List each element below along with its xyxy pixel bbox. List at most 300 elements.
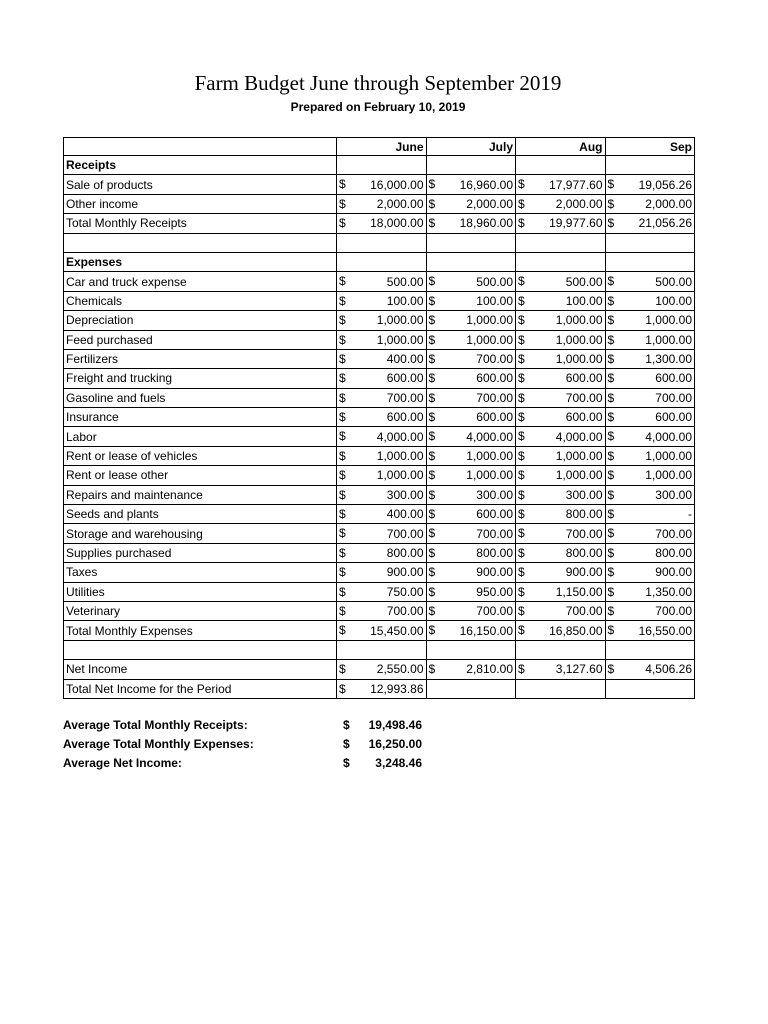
amount-value: 900.00	[655, 565, 692, 580]
amount-value: 600.00	[565, 371, 603, 386]
cell-aug	[516, 175, 606, 194]
table-row	[64, 214, 695, 233]
cell-july	[426, 388, 516, 407]
row-label: Depreciation	[64, 311, 337, 330]
cell-june	[337, 543, 427, 562]
amount-value: 700.00	[476, 526, 513, 541]
cell-june	[337, 388, 427, 407]
cell-sep	[605, 524, 695, 543]
currency-symbol: $	[518, 274, 525, 289]
amount-value: 700.00	[565, 390, 603, 405]
amount-value: 18,000.00	[370, 216, 424, 231]
currency-symbol: $	[518, 584, 525, 599]
table-row	[64, 330, 695, 349]
amount-value: 400.00	[386, 352, 424, 367]
cell-july	[426, 543, 516, 562]
column-header-july: July	[426, 138, 516, 156]
currency-symbol: $	[607, 332, 615, 347]
amount-value: 1,000.00	[466, 313, 513, 328]
currency-symbol: $	[339, 177, 346, 192]
currency-symbol: $	[339, 681, 346, 696]
currency-symbol: $	[428, 216, 436, 231]
amount-value: 1,000.00	[466, 449, 513, 464]
currency-symbol: $	[607, 429, 615, 444]
cell-sep	[605, 272, 695, 291]
cell-june	[337, 272, 427, 291]
currency-symbol: $	[428, 487, 436, 502]
cell-june	[337, 330, 427, 349]
currency-symbol: $	[518, 313, 525, 328]
table-row	[64, 194, 695, 213]
amount-value: 19,977.60	[549, 216, 603, 231]
amount-value: 700.00	[565, 604, 603, 619]
cell-july	[426, 369, 516, 388]
cell-june	[337, 349, 427, 368]
currency-symbol: $	[428, 565, 436, 580]
amount-value: 4,000.00	[555, 429, 603, 444]
expenses-heading-row	[64, 252, 695, 271]
currency-symbol: $	[607, 177, 615, 192]
cell-july	[426, 601, 516, 620]
empty-cell	[426, 640, 516, 659]
row-label: Supplies purchased	[64, 543, 337, 562]
amount-value: 500.00	[476, 274, 513, 289]
cell-aug	[516, 466, 606, 485]
row-label: Total Monthly Expenses	[64, 621, 337, 640]
amount-value: 1,000.00	[376, 313, 424, 328]
currency-symbol: $	[339, 390, 346, 405]
currency-symbol: $	[607, 313, 615, 328]
currency-symbol: $	[518, 293, 525, 308]
section-heading: Expenses	[64, 252, 337, 271]
empty-cell	[337, 156, 427, 175]
amount-value: 700.00	[655, 604, 692, 619]
currency-symbol: $	[518, 448, 525, 463]
currency-symbol: $	[607, 468, 615, 483]
cell-sep	[605, 563, 695, 582]
amount-value: 17,977.60	[549, 177, 603, 192]
cell-aug	[516, 524, 606, 543]
cell-sep	[605, 505, 695, 524]
cell-june	[337, 582, 427, 601]
cell-june	[337, 291, 427, 310]
currency-symbol: $	[343, 756, 350, 770]
table-row	[64, 311, 695, 330]
currency-symbol: $	[339, 526, 346, 541]
cell-sep	[605, 291, 695, 310]
currency-symbol: $	[518, 565, 525, 580]
row-label: Utilities	[64, 582, 337, 601]
currency-symbol: $	[518, 526, 525, 541]
cell-june	[337, 369, 427, 388]
amount-value: 800.00	[386, 546, 424, 560]
cell-aug	[516, 543, 606, 562]
cell-june	[337, 427, 427, 446]
row-label: Feed purchased	[64, 330, 337, 349]
currency-symbol: $	[428, 332, 436, 347]
average-label: Average Total Monthly Expenses:	[63, 737, 254, 751]
table-row	[64, 427, 695, 446]
table-row	[64, 446, 695, 465]
amount-value: 1,300.00	[645, 352, 692, 367]
amount-value: 1,000.00	[645, 468, 692, 483]
column-header-aug: Aug	[516, 138, 606, 156]
cell-aug	[516, 330, 606, 349]
amount-value: 600.00	[655, 371, 692, 386]
cell-june	[337, 660, 427, 679]
empty-cell	[426, 679, 516, 698]
amount-value: 2,810.00	[466, 662, 513, 677]
amount-value: 600.00	[476, 507, 513, 522]
empty-cell	[605, 156, 695, 175]
currency-symbol: $	[518, 390, 525, 405]
amount-value: 18,960.00	[459, 216, 513, 231]
currency-symbol: $	[339, 603, 346, 618]
cell-aug	[516, 214, 606, 233]
budget-table	[63, 137, 695, 699]
amount-value: 800.00	[565, 546, 603, 560]
amount-value: 100.00	[386, 293, 424, 308]
amount-value: 300.00	[386, 487, 424, 502]
empty-cell	[64, 640, 337, 659]
row-label: Gasoline and fuels	[64, 388, 337, 407]
cell-aug	[516, 194, 606, 213]
header-blank	[64, 138, 337, 156]
amount-value: 2,000.00	[645, 196, 692, 211]
amount-value: 1,000.00	[376, 449, 424, 464]
empty-cell	[516, 233, 606, 252]
currency-symbol: $	[518, 216, 525, 231]
currency-symbol: $	[428, 603, 436, 618]
cell-june	[337, 485, 427, 504]
amount-value: 1,000.00	[466, 332, 513, 347]
amount-value: 600.00	[476, 371, 513, 386]
row-label: Car and truck expense	[64, 272, 337, 291]
amount-value: 21,056.26	[638, 216, 692, 231]
row-label: Rent or lease of vehicles	[64, 446, 337, 465]
currency-symbol: $	[428, 448, 436, 463]
currency-symbol: $	[428, 410, 436, 425]
amount-value: 100.00	[655, 293, 692, 308]
cell-july	[426, 427, 516, 446]
amount-value: 500.00	[655, 274, 692, 289]
cell-aug	[516, 563, 606, 582]
cell-aug	[516, 388, 606, 407]
cell-june	[337, 446, 427, 465]
currency-symbol: $	[518, 468, 525, 483]
currency-symbol: $	[339, 448, 346, 463]
currency-symbol: $	[339, 545, 346, 560]
cell-july	[426, 311, 516, 330]
currency-symbol: $	[343, 718, 350, 732]
amount-value: 500.00	[386, 274, 424, 289]
currency-symbol: $	[518, 603, 525, 618]
total-net-income-value	[337, 679, 427, 698]
currency-symbol: $	[518, 177, 525, 192]
amount-value: 800.00	[655, 546, 692, 560]
currency-symbol: $	[339, 507, 346, 522]
column-header-june: June	[337, 138, 427, 156]
row-label: Insurance	[64, 408, 337, 427]
amount-value: 500.00	[565, 274, 603, 289]
amount-value: 1,000.00	[555, 449, 603, 464]
currency-symbol: $	[428, 390, 436, 405]
amount-value: 600.00	[565, 410, 603, 425]
currency-symbol: $	[339, 565, 346, 580]
currency-symbol: $	[607, 662, 615, 677]
currency-symbol: $	[428, 274, 436, 289]
currency-symbol: $	[607, 623, 615, 638]
currency-symbol: $	[339, 351, 346, 366]
currency-symbol: $	[339, 313, 346, 328]
receipts-heading-row	[64, 156, 695, 175]
cell-aug	[516, 582, 606, 601]
amount-value: 300.00	[565, 487, 603, 502]
currency-symbol: $	[518, 545, 525, 560]
amount-value: 1,000.00	[376, 468, 424, 483]
amount-value: 700.00	[655, 390, 692, 405]
amount-value: 900.00	[386, 565, 424, 580]
cell-july	[426, 524, 516, 543]
amount-value: -	[688, 507, 692, 522]
currency-symbol: $	[428, 371, 436, 386]
amount-value: 800.00	[565, 507, 603, 522]
cell-sep	[605, 175, 695, 194]
amount-value: 2,000.00	[376, 196, 424, 211]
currency-symbol: $	[339, 293, 346, 308]
cell-sep	[605, 349, 695, 368]
table-row	[64, 291, 695, 310]
empty-cell	[64, 233, 337, 252]
currency-symbol: $	[428, 623, 436, 638]
table-row	[64, 408, 695, 427]
cell-june	[337, 524, 427, 543]
amount-value: 2,000.00	[555, 196, 603, 211]
currency-symbol: $	[428, 662, 436, 677]
cell-july	[426, 272, 516, 291]
cell-july	[426, 194, 516, 213]
row-label: Storage and warehousing	[64, 524, 337, 543]
row-label: Repairs and maintenance	[64, 485, 337, 504]
currency-symbol: $	[607, 351, 615, 366]
cell-sep	[605, 543, 695, 562]
cell-aug	[516, 369, 606, 388]
table-row	[64, 466, 695, 485]
currency-symbol: $	[428, 468, 436, 483]
cell-aug	[516, 311, 606, 330]
currency-symbol: $	[428, 584, 436, 599]
table-row	[64, 601, 695, 620]
row-label: Total Monthly Receipts	[64, 214, 337, 233]
amount-value: 16,150.00	[459, 623, 513, 638]
empty-cell	[426, 156, 516, 175]
currency-symbol: $	[428, 196, 436, 211]
row-label: Seeds and plants	[64, 505, 337, 524]
empty-cell	[605, 679, 695, 698]
amount-value: 700.00	[476, 604, 513, 619]
cell-sep	[605, 330, 695, 349]
amount-value: 1,000.00	[645, 449, 692, 464]
amount-value: 16,850.00	[549, 623, 603, 638]
currency-symbol: $	[339, 371, 346, 386]
average-row	[63, 756, 443, 775]
cell-aug	[516, 427, 606, 446]
cell-aug	[516, 485, 606, 504]
currency-symbol: $	[518, 410, 525, 425]
amount-value: 800.00	[476, 546, 513, 560]
amount-value: 4,000.00	[645, 429, 692, 444]
cell-sep	[605, 369, 695, 388]
amount-value: 600.00	[476, 410, 513, 425]
cell-sep	[605, 427, 695, 446]
amount-value: 1,150.00	[555, 584, 603, 599]
amount-value: 700.00	[476, 352, 513, 367]
cell-sep	[605, 388, 695, 407]
average-value: 16,250.00	[368, 737, 422, 751]
currency-symbol: $	[339, 584, 346, 599]
currency-symbol: $	[607, 410, 615, 425]
amount-value: 4,000.00	[466, 429, 513, 444]
currency-symbol: $	[339, 274, 346, 289]
cell-aug	[516, 291, 606, 310]
amount-value: 600.00	[386, 371, 424, 386]
cell-aug	[516, 408, 606, 427]
amount-value: 1,000.00	[555, 313, 603, 328]
amount-value: 15,450.00	[370, 623, 424, 638]
currency-symbol: $	[428, 429, 436, 444]
currency-symbol: $	[607, 371, 615, 386]
table-row	[64, 505, 695, 524]
cell-sep	[605, 214, 695, 233]
currency-symbol: $	[607, 448, 615, 463]
cell-aug	[516, 446, 606, 465]
currency-symbol: $	[428, 507, 436, 522]
currency-symbol: $	[518, 351, 525, 366]
currency-symbol: $	[339, 429, 346, 444]
cell-sep	[605, 485, 695, 504]
row-label: Taxes	[64, 563, 337, 582]
empty-cell	[516, 252, 606, 271]
table-row	[64, 582, 695, 601]
cell-july	[426, 621, 516, 640]
cell-sep	[605, 582, 695, 601]
table-row	[64, 524, 695, 543]
currency-symbol: $	[518, 623, 525, 638]
amount-value: 1,000.00	[555, 352, 603, 367]
amount-value: 100.00	[476, 293, 513, 308]
amount-value: 1,000.00	[645, 332, 692, 347]
row-label: Freight and trucking	[64, 369, 337, 388]
currency-symbol: $	[428, 293, 436, 308]
amount-value: 600.00	[655, 410, 692, 425]
net-income-row	[64, 660, 695, 679]
average-label: Average Net Income:	[63, 756, 182, 770]
currency-symbol: $	[607, 487, 615, 502]
currency-symbol: $	[339, 216, 346, 231]
currency-symbol: $	[339, 410, 346, 425]
amount-value: 16,000.00	[370, 177, 424, 192]
cell-june	[337, 601, 427, 620]
cell-july	[426, 175, 516, 194]
row-label: Rent or lease other	[64, 466, 337, 485]
currency-symbol: $	[339, 196, 346, 211]
currency-symbol: $	[518, 332, 525, 347]
row-label: Veterinary	[64, 601, 337, 620]
currency-symbol: $	[607, 584, 615, 599]
cell-aug	[516, 272, 606, 291]
currency-symbol: $	[428, 545, 436, 560]
amount-value: 700.00	[476, 390, 513, 405]
amount-value: 700.00	[386, 390, 424, 405]
amount-value: 1,350.00	[645, 584, 692, 599]
average-value: 19,498.46	[368, 718, 422, 732]
amount-value: 950.00	[476, 584, 513, 599]
amount-value: 700.00	[386, 526, 424, 541]
empty-cell	[605, 252, 695, 271]
spacer-row	[64, 640, 695, 659]
currency-symbol: $	[339, 623, 346, 638]
averages-block	[63, 718, 443, 775]
table-row	[64, 563, 695, 582]
cell-july	[426, 330, 516, 349]
amount-value: 300.00	[476, 487, 513, 502]
currency-symbol: $	[428, 526, 436, 541]
amount-value: 700.00	[655, 526, 692, 541]
row-label: Chemicals	[64, 291, 337, 310]
table-row	[64, 349, 695, 368]
empty-cell	[337, 233, 427, 252]
currency-symbol: $	[607, 526, 615, 541]
amount-value: 4,506.26	[645, 662, 692, 677]
empty-cell	[337, 640, 427, 659]
amount-value: 400.00	[386, 507, 424, 522]
cell-june	[337, 505, 427, 524]
amount-value: 1,000.00	[555, 332, 603, 347]
amount-value: 1,000.00	[645, 313, 692, 328]
average-row	[63, 718, 443, 737]
row-label: Fertilizers	[64, 349, 337, 368]
cell-june	[337, 408, 427, 427]
currency-symbol: $	[518, 196, 525, 211]
table-row	[64, 621, 695, 640]
amount-value: 19,056.26	[638, 177, 692, 192]
amount-value: 4,000.00	[376, 429, 424, 444]
cell-july	[426, 660, 516, 679]
cell-july	[426, 466, 516, 485]
cell-sep	[605, 621, 695, 640]
cell-july	[426, 349, 516, 368]
cell-sep	[605, 660, 695, 679]
prepared-date: Prepared on February 10, 2019	[290, 100, 466, 114]
cell-july	[426, 214, 516, 233]
currency-symbol: $	[518, 662, 525, 677]
cell-july	[426, 291, 516, 310]
currency-symbol: $	[607, 390, 615, 405]
section-heading: Receipts	[64, 156, 337, 175]
currency-symbol: $	[607, 216, 615, 231]
amount-value: 1,000.00	[466, 468, 513, 483]
cell-sep	[605, 311, 695, 330]
cell-sep	[605, 408, 695, 427]
amount-value: 700.00	[565, 526, 603, 541]
cell-aug	[516, 601, 606, 620]
cell-june	[337, 563, 427, 582]
cell-july	[426, 582, 516, 601]
currency-symbol: $	[339, 468, 346, 483]
currency-symbol: $	[343, 737, 350, 751]
cell-june	[337, 466, 427, 485]
amount-value: 12,993.86	[370, 681, 424, 696]
